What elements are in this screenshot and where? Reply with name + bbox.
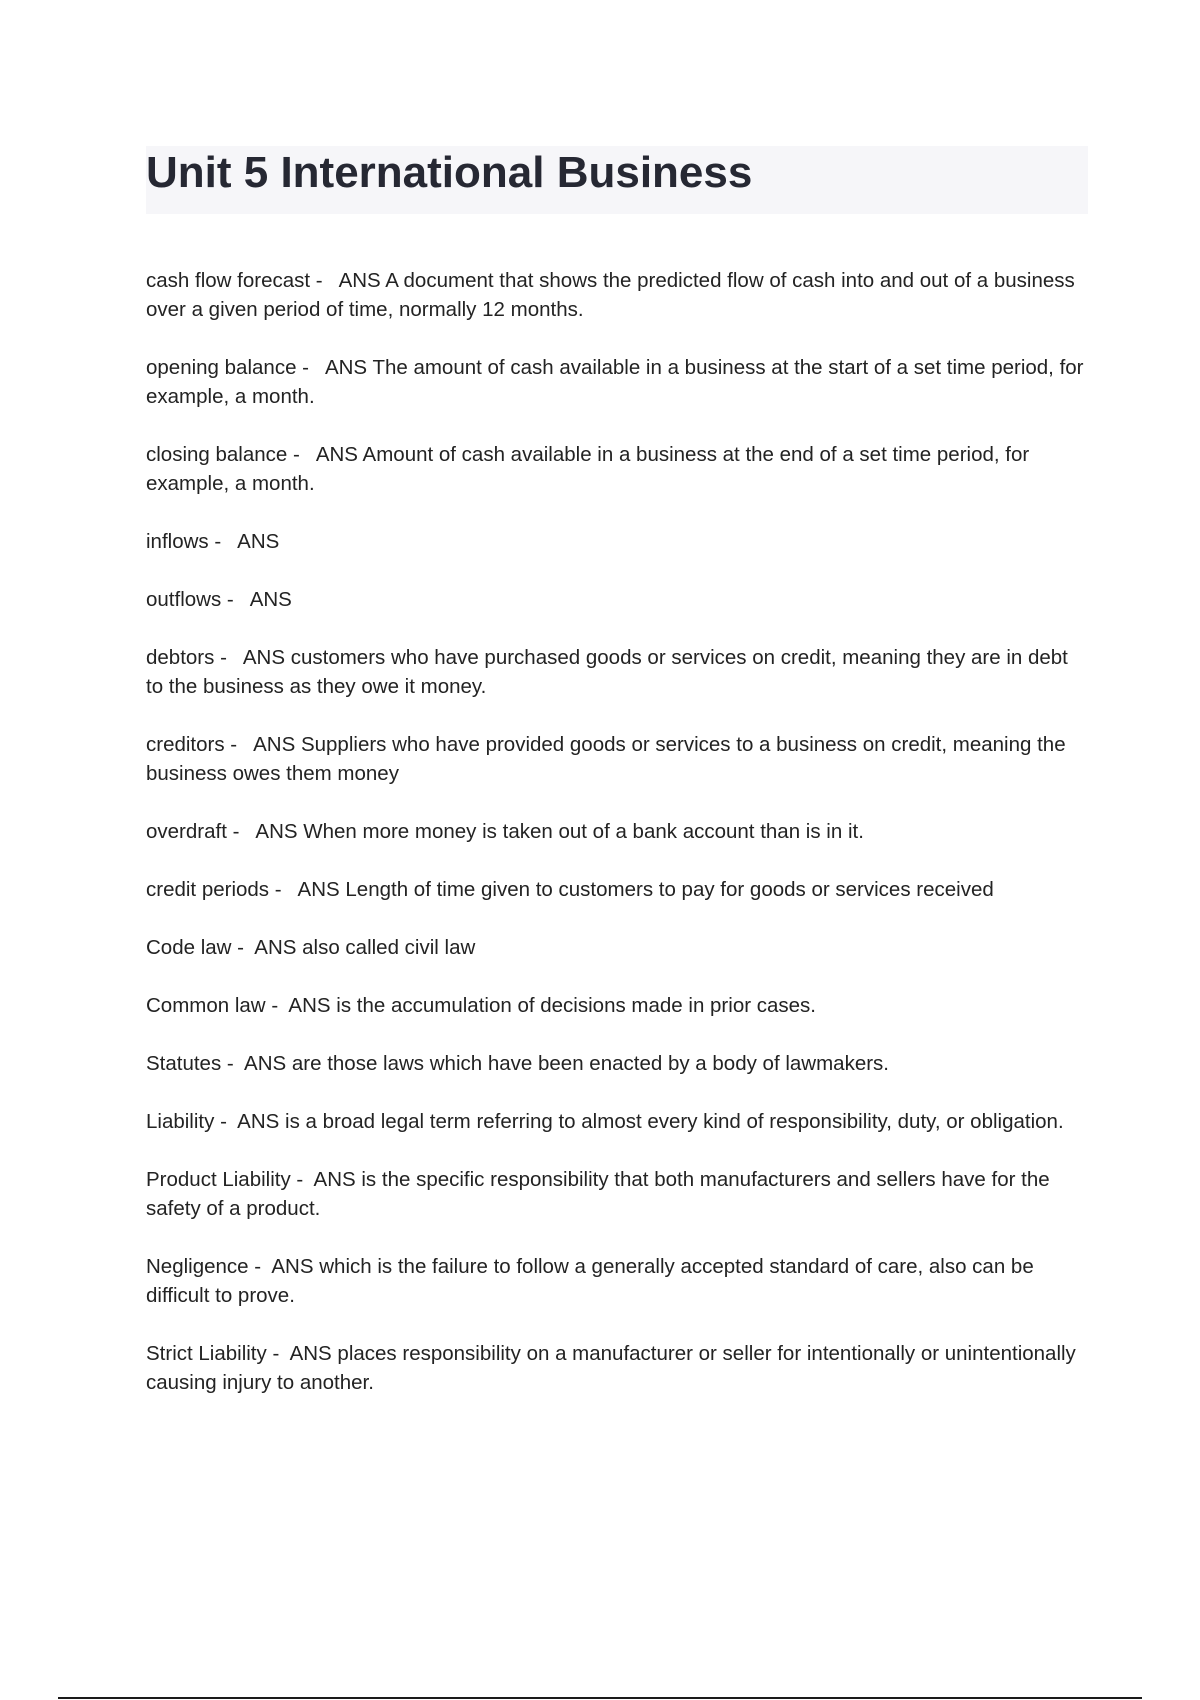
ans-label: ANS [338,269,381,292]
term: closing balance [146,443,288,466]
definition: customers who have purchased goods or services on credit, meaning they are in debt to the business as they owe it money. [146,646,1068,698]
definition: also called civil law [302,936,476,959]
ans-label: ANS [297,878,340,901]
term: creditors [146,733,225,756]
separator: - [208,530,238,553]
ans-label: ANS [313,1168,356,1191]
term: inflows [146,530,209,553]
term: Statutes [146,1052,222,1075]
list-item [146,1165,1086,1223]
separator: - [226,820,256,843]
list-item [146,1049,1086,1078]
definition: which is the failure to follow a generally accepted standard of care, also can be difficult to prove. [146,1255,1034,1307]
term: Strict Liability [146,1342,267,1365]
term: cash flow forecast [146,269,311,292]
definition: places responsibility on a manufacturer or seller for intentionally or unintentionally causing injury to another. [146,1342,1076,1394]
flashcard-list [146,266,1086,1426]
term: overdraft [146,820,227,843]
list-item [146,875,1086,904]
list-item [146,730,1086,788]
list-item [146,266,1086,324]
separator: - [265,994,289,1017]
definition: Length of time given to customers to pay for goods or services received [345,878,994,901]
ans-label: ANS [254,936,297,959]
separator: - [310,269,339,292]
definition: is the specific responsibility that both manufacturers and sellers have for the safety of a product. [146,1168,1050,1220]
term: opening balance [146,356,297,379]
list-item [146,643,1086,701]
definition: are those laws which have been enacted by a body of lawmakers. [291,1052,889,1075]
ans-label: ANS [289,1342,332,1365]
list-item [146,933,1086,962]
ans-label: ANS [253,733,296,756]
ans-label: ANS [271,1255,314,1278]
separator: - [224,733,254,756]
term: debtors [146,646,215,669]
definition: Amount of cash available in a business at the end of a set time period, for example, a month. [146,443,1030,495]
term: Product Liability [146,1168,291,1191]
definition: is the accumulation of decisions made in prior cases. [336,994,816,1017]
footer-divider [58,1697,1142,1699]
term: Negligence [146,1255,249,1278]
separator: - [221,1052,245,1075]
separator: - [214,646,243,669]
ans-label: ANS [244,1052,287,1075]
term: outflows [146,588,222,611]
ans-label: ANS [288,994,331,1017]
ans-label: ANS [249,588,292,611]
list-item [146,1339,1086,1397]
list-item [146,1252,1086,1310]
separator: - [287,443,316,466]
term: Code law [146,936,232,959]
list-item [146,817,1086,846]
page-title: Unit 5 International Business [146,148,753,197]
list-item [146,585,1086,614]
ans-label: ANS [324,356,368,379]
ans-label: ANS [255,820,298,843]
list-item [146,991,1086,1020]
ans-label: ANS [242,646,286,669]
list-item [146,527,1086,556]
list-item [146,353,1086,411]
separator: - [248,1255,272,1278]
separator: - [266,1342,290,1365]
list-item [146,440,1086,498]
separator: - [290,1168,314,1191]
term: Common law [146,994,266,1017]
term: credit periods [146,878,270,901]
separator: - [296,356,325,379]
separator: - [221,588,250,611]
definition: Suppliers who have provided goods or services to a business on credit, meaning the business owes them money [146,733,1066,785]
separator: - [231,936,255,959]
term: Liability [146,1110,215,1133]
definition: When more money is taken out of a bank account than is in it. [303,820,864,843]
definition: A document that shows the predicted flow of cash into and out of a business over a given period of time, normally 12 months. [146,269,1075,321]
definition: The amount of cash available in a business at the start of a set time period, for example, a month. [146,356,1084,408]
ans-label: ANS [237,1110,280,1133]
definition: is a broad legal term referring to almost every kind of responsibility, duty, or obligation. [285,1110,1064,1133]
separator: - [269,878,298,901]
list-item [146,1107,1086,1136]
separator: - [214,1110,238,1133]
ans-label: ANS [315,443,358,466]
ans-label: ANS [237,530,280,553]
